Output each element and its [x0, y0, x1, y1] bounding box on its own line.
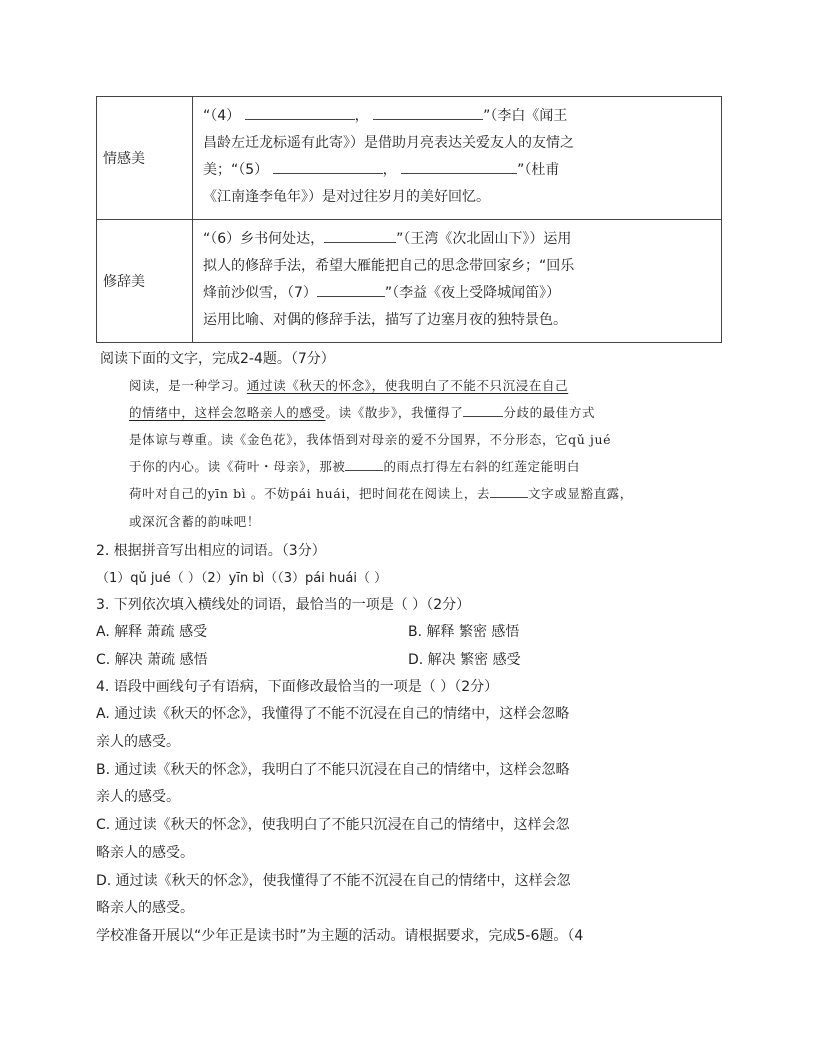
question-3-option-c[interactable]: C. 解决 萧疏 感悟	[96, 652, 208, 668]
rhetoric-content: “（6）乡书何处达， ”（王湾《次北固山下》）运用 拟人的修辞手法，希望大雁能把自己的思念带回家乡；“回乐 烽前沙似雪，（7） ”（李益《夜上受降城闻笛》） 运用比喻、对偶的修辞手法，描写了边塞月夜的独特景色。	[193, 220, 722, 343]
answer-blank-4b[interactable]	[373, 103, 483, 120]
answer-blank-7[interactable]	[317, 280, 385, 297]
question-2-stem: 2. 根据拼音写出相应的词语。（3分）	[96, 543, 326, 559]
passage-line-1: 阅读，是一种学习。通过读《秋天的怀念》，使我明白了不能不只沉浸在自己	[129, 378, 569, 393]
answer-blank-5b[interactable]	[401, 157, 517, 174]
question-4-option-c-cont: 略亲人的感受。	[96, 845, 194, 861]
passage-blank-1[interactable]	[463, 404, 503, 417]
question-4-option-a[interactable]: A. 通过读《秋天的怀念》，我懂得了不能不沉浸在自己的情绪中，这样会忽略	[96, 706, 570, 722]
question-3-option-b[interactable]: B. 解释 繁密 感悟	[408, 624, 520, 640]
question-4-option-d[interactable]: D. 通过读《秋天的怀念》，使我懂得了不能不沉浸在自己的情绪中，这样会忽	[96, 873, 571, 889]
question-4-option-a-cont: 亲人的感受。	[96, 734, 180, 750]
category-emotion: 情感美	[97, 97, 193, 220]
category-rhetoric: 修辞美	[97, 220, 193, 343]
answer-blank-6[interactable]	[324, 226, 396, 243]
passage-line-5: 荷叶对自己的yīn bì 。不妨pái huái，把时间花在阅读上，去 文字或显豁直露，	[129, 486, 633, 501]
question-3-stem: 3. 下列依次填入横线处的词语，最恰当的一项是（ ）（2分）	[96, 597, 471, 613]
answer-blank-5a[interactable]	[273, 157, 383, 174]
table-row-emotion	[97, 97, 722, 220]
underlined-sentence-part-2: 的情绪中，这样会忽略亲人的感受	[129, 405, 326, 420]
underlined-sentence-part-1: 通过读《秋天的怀念》，使我明白了不能不只沉浸在自己	[246, 378, 569, 393]
activity-intro: 学校准备开展以“少年正是读书时”为主题的活动。请根据要求，完成5-6题。（4	[96, 928, 584, 944]
table-row-rhetoric	[97, 220, 722, 343]
question-4-option-c[interactable]: C. 通过读《秋天的怀念》，使我明白了不能只沉浸在自己的情绪中，这样会忽	[96, 817, 570, 833]
question-4-option-d-cont: 略亲人的感受。	[96, 900, 194, 916]
passage-blank-3[interactable]	[490, 485, 528, 498]
question-4-option-b-cont: 亲人的感受。	[96, 789, 180, 805]
poetry-table	[96, 96, 722, 343]
question-4-option-b[interactable]: B. 通过读《秋天的怀念》，我明白了不能只沉浸在自己的情绪中，这样会忽略	[96, 762, 570, 778]
answer-blank-4a[interactable]	[245, 103, 355, 120]
passage-blank-2[interactable]	[345, 458, 383, 471]
reading-intro: 阅读下面的文字，完成2-4题。（7分）	[100, 351, 335, 367]
passage-line-4: 于你的内心。读《荷叶・母亲》，那被 的雨点打得左右斜的红莲定能明白	[129, 459, 580, 474]
passage-line-6: 或深沉含蓄的韵味吧！	[129, 514, 261, 529]
emotion-content: “（4） ， ”（李白《闻王 昌龄左迁龙标遥有此寄》）是借助月亮表达关爱友人的友情之 美；“（5） ， ”（杜甫 《江南逢李龟年》）是对过往岁月的美好回忆。	[193, 97, 722, 220]
passage-line-3: 是体谅与尊重。读《金色花》，我体悟到对母亲的爱不分国界，不分形态，它qǔ jué	[129, 432, 612, 447]
question-3-option-d[interactable]: D. 解决 繁密 感受	[408, 652, 521, 668]
question-2-items: （1）qǔ jué（ ）（2）yīn bì（（3）pái huái（ ）	[96, 571, 388, 586]
question-3-option-a[interactable]: A. 解释 萧疏 感受	[96, 624, 208, 640]
question-4-stem: 4. 语段中画线句子有语病，下面修改最恰当的一项是（ ）（2分）	[96, 679, 499, 695]
passage-line-2: 的情绪中，这样会忽略亲人的感受。读《散步》，我懂得了 分歧的最佳方式	[129, 405, 596, 420]
